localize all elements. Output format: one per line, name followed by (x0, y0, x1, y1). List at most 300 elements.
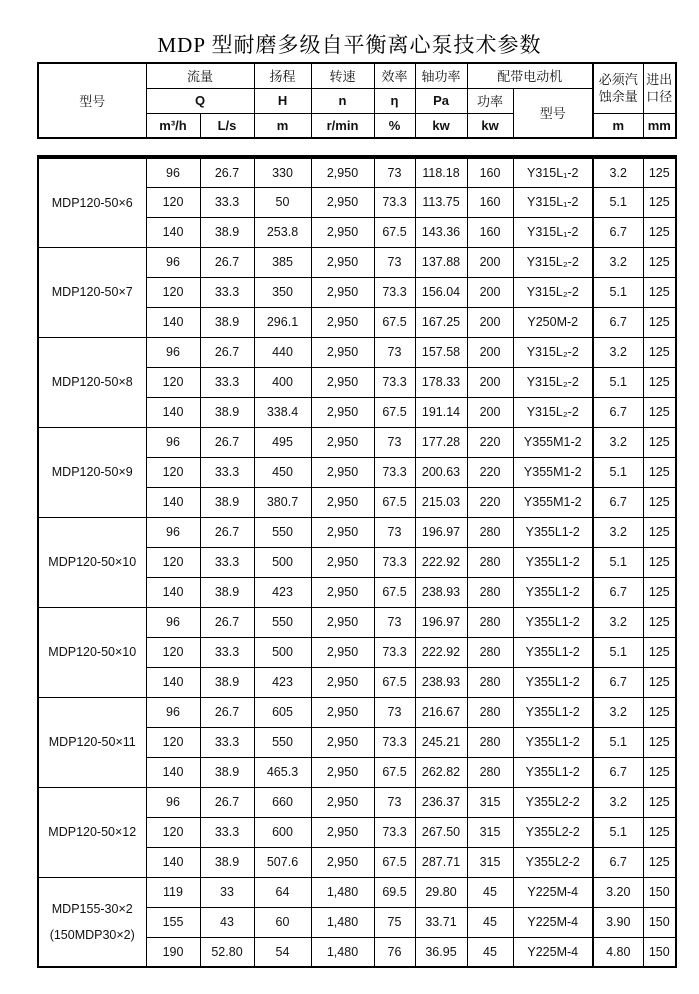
cell-shaft-power: 222.92 (415, 637, 467, 667)
cell-efficiency: 69.5 (374, 877, 415, 907)
cell-motor-model: Y355L2-2 (513, 787, 593, 817)
cell-motor-model: Y355L1-2 (513, 697, 593, 727)
cell-head-m: 64 (254, 877, 311, 907)
cell-head-m: 440 (254, 337, 311, 367)
cell-motor-model: Y355L1-2 (513, 757, 593, 787)
cell-shaft-power: 29.80 (415, 877, 467, 907)
cell-efficiency: 73.3 (374, 457, 415, 487)
cell-motor-model: Y315L₂-2 (513, 337, 593, 367)
cell-flow-m3h: 140 (146, 307, 200, 337)
pump-model-line: MDP120-50×10 (48, 645, 137, 659)
cell-motor-model: Y355L1-2 (513, 577, 593, 607)
pump-model-line: MDP120-50×6 (51, 195, 133, 210)
cell-shaft-power: 118.18 (415, 157, 467, 187)
cell-speed: 1,480 (311, 907, 374, 937)
table-row (38, 427, 676, 457)
spec-header-table (37, 62, 677, 139)
cell-port-diameter: 125 (643, 517, 676, 547)
cell-head-m: 423 (254, 577, 311, 607)
cell-speed: 2,950 (311, 847, 374, 877)
cell-efficiency: 75 (374, 907, 415, 937)
pump-model-line: MDP155-30×2 (51, 901, 133, 916)
cell-flow-m3h: 120 (146, 817, 200, 847)
cell-motor-model: Y225M-4 (513, 937, 593, 967)
cell-shaft-power: 157.58 (415, 337, 467, 367)
cell-pump-model (38, 697, 146, 787)
header-ports-line1: 进出 (646, 72, 673, 88)
header-unit-ls: L/s (200, 113, 254, 138)
cell-flow-ls: 38.9 (200, 757, 254, 787)
cell-port-diameter: 150 (643, 937, 676, 967)
cell-efficiency: 67.5 (374, 847, 415, 877)
cell-port-diameter: 125 (643, 817, 676, 847)
cell-npsh: 5.1 (593, 637, 643, 667)
cell-port-diameter: 125 (643, 757, 676, 787)
cell-head-m: 350 (254, 277, 311, 307)
cell-npsh: 6.7 (593, 847, 643, 877)
cell-speed: 1,480 (311, 877, 374, 907)
cell-flow-ls: 26.7 (200, 157, 254, 187)
cell-efficiency: 73 (374, 787, 415, 817)
cell-head-m: 60 (254, 907, 311, 937)
cell-flow-ls: 38.9 (200, 667, 254, 697)
cell-speed: 2,950 (311, 277, 374, 307)
cell-motor-model: Y355M1-2 (513, 487, 593, 517)
cell-efficiency: 73.3 (374, 727, 415, 757)
cell-npsh: 5.1 (593, 457, 643, 487)
cell-pump-model (38, 427, 146, 517)
cell-speed: 2,950 (311, 157, 374, 187)
cell-motor-power: 280 (467, 727, 513, 757)
cell-motor-power: 200 (467, 277, 513, 307)
cell-shaft-power: 238.93 (415, 667, 467, 697)
cell-head-m: 660 (254, 787, 311, 817)
cell-flow-ls: 26.7 (200, 607, 254, 637)
cell-efficiency: 73.3 (374, 277, 415, 307)
cell-port-diameter: 125 (643, 247, 676, 277)
cell-shaft-power: 267.50 (415, 817, 467, 847)
cell-shaft-power: 113.75 (415, 187, 467, 217)
cell-speed: 2,950 (311, 187, 374, 217)
cell-speed: 2,950 (311, 817, 374, 847)
cell-motor-power: 160 (467, 157, 513, 187)
cell-port-diameter: 125 (643, 367, 676, 397)
cell-motor-power: 280 (467, 697, 513, 727)
header-shaft-power-symbol: Pa (415, 88, 467, 113)
header-speed-symbol: n (311, 88, 374, 113)
cell-npsh: 3.2 (593, 517, 643, 547)
cell-motor-model: Y315L₁-2 (513, 217, 593, 247)
cell-motor-model: Y315L₂-2 (513, 277, 593, 307)
header-npsh-line2: 蚀余量 (598, 89, 638, 105)
cell-npsh: 5.1 (593, 727, 643, 757)
cell-port-diameter: 125 (643, 307, 676, 337)
table-row (38, 337, 676, 367)
cell-flow-ls: 38.9 (200, 577, 254, 607)
cell-head-m: 253.8 (254, 217, 311, 247)
cell-efficiency: 73 (374, 247, 415, 277)
cell-flow-m3h: 96 (146, 157, 200, 187)
cell-flow-ls: 33.3 (200, 727, 254, 757)
cell-port-diameter: 125 (643, 577, 676, 607)
cell-motor-model: Y355L1-2 (513, 517, 593, 547)
cell-npsh: 3.90 (593, 907, 643, 937)
cell-shaft-power: 36.95 (415, 937, 467, 967)
cell-motor-model: Y355M1-2 (513, 457, 593, 487)
cell-npsh: 3.2 (593, 157, 643, 187)
cell-motor-power: 315 (467, 787, 513, 817)
header-pump-model: 型号 (38, 63, 146, 138)
table-row (38, 877, 676, 907)
cell-efficiency: 67.5 (374, 667, 415, 697)
cell-flow-m3h: 96 (146, 247, 200, 277)
cell-efficiency: 67.5 (374, 397, 415, 427)
cell-npsh: 5.1 (593, 367, 643, 397)
cell-port-diameter: 125 (643, 667, 676, 697)
cell-flow-ls: 33 (200, 877, 254, 907)
cell-head-m: 54 (254, 937, 311, 967)
cell-head-m: 330 (254, 157, 311, 187)
header-ports-line2: 口径 (646, 89, 673, 105)
cell-npsh: 5.1 (593, 817, 643, 847)
cell-npsh: 3.2 (593, 427, 643, 457)
cell-shaft-power: 245.21 (415, 727, 467, 757)
cell-port-diameter: 125 (643, 847, 676, 877)
header-unit-npsh: m (593, 113, 643, 138)
cell-motor-power: 280 (467, 577, 513, 607)
cell-shaft-power: 167.25 (415, 307, 467, 337)
pump-model-line: MDP120-50×8 (51, 375, 133, 389)
cell-shaft-power: 287.71 (415, 847, 467, 877)
header-motor: 配带电动机 (467, 63, 593, 88)
pump-model-line: MDP120-50×11 (48, 735, 136, 749)
cell-flow-ls: 38.9 (200, 217, 254, 247)
cell-npsh: 3.2 (593, 247, 643, 277)
header-unit-speed: r/min (311, 113, 374, 138)
cell-head-m: 495 (254, 427, 311, 457)
cell-motor-power: 160 (467, 217, 513, 247)
cell-flow-ls: 38.9 (200, 307, 254, 337)
cell-flow-m3h: 140 (146, 487, 200, 517)
cell-flow-m3h: 96 (146, 607, 200, 637)
pump-model-line: MDP120-50×10 (48, 555, 137, 569)
cell-port-diameter: 125 (643, 337, 676, 367)
cell-port-diameter: 125 (643, 607, 676, 637)
cell-flow-m3h: 155 (146, 907, 200, 937)
cell-port-diameter: 150 (643, 907, 676, 937)
cell-motor-model: Y225M-4 (513, 907, 593, 937)
cell-npsh: 6.7 (593, 577, 643, 607)
cell-flow-m3h: 120 (146, 277, 200, 307)
cell-motor-power: 200 (467, 247, 513, 277)
cell-head-m: 423 (254, 667, 311, 697)
cell-shaft-power: 236.37 (415, 787, 467, 817)
header-motor-model: 型号 (513, 88, 593, 138)
cell-shaft-power: 222.92 (415, 547, 467, 577)
cell-port-diameter: 150 (643, 877, 676, 907)
table-row (38, 697, 676, 727)
cell-head-m: 296.1 (254, 307, 311, 337)
cell-npsh: 5.1 (593, 277, 643, 307)
cell-motor-power: 200 (467, 397, 513, 427)
cell-port-diameter: 125 (643, 727, 676, 757)
cell-efficiency: 67.5 (374, 307, 415, 337)
header-unit-ports: mm (643, 113, 676, 138)
cell-efficiency: 73.3 (374, 187, 415, 217)
cell-speed: 2,950 (311, 397, 374, 427)
cell-head-m: 550 (254, 517, 311, 547)
cell-speed: 2,950 (311, 637, 374, 667)
cell-port-diameter: 125 (643, 547, 676, 577)
cell-efficiency: 67.5 (374, 487, 415, 517)
cell-flow-m3h: 140 (146, 577, 200, 607)
cell-motor-power: 45 (467, 937, 513, 967)
cell-motor-power: 315 (467, 847, 513, 877)
cell-shaft-power: 137.88 (415, 247, 467, 277)
header-speed: 转速 (311, 63, 374, 88)
cell-speed: 2,950 (311, 727, 374, 757)
cell-port-diameter: 125 (643, 697, 676, 727)
cell-pump-model (38, 787, 146, 877)
cell-motor-power: 220 (467, 427, 513, 457)
cell-motor-power: 200 (467, 337, 513, 367)
cell-npsh: 5.1 (593, 187, 643, 217)
cell-head-m: 550 (254, 727, 311, 757)
cell-shaft-power: 215.03 (415, 487, 467, 517)
spec-body-table (37, 155, 677, 968)
cell-shaft-power: 200.63 (415, 457, 467, 487)
cell-port-diameter: 125 (643, 157, 676, 187)
cell-flow-ls: 33.3 (200, 457, 254, 487)
cell-port-diameter: 125 (643, 397, 676, 427)
cell-efficiency: 67.5 (374, 577, 415, 607)
cell-efficiency: 73 (374, 157, 415, 187)
cell-port-diameter: 125 (643, 187, 676, 217)
cell-flow-ls: 26.7 (200, 787, 254, 817)
cell-npsh: 3.2 (593, 787, 643, 817)
cell-motor-model: Y225M-4 (513, 877, 593, 907)
cell-npsh: 3.20 (593, 877, 643, 907)
cell-head-m: 380.7 (254, 487, 311, 517)
cell-speed: 2,950 (311, 697, 374, 727)
cell-pump-model (38, 157, 146, 247)
cell-speed: 2,950 (311, 607, 374, 637)
cell-motor-model: Y355L1-2 (513, 727, 593, 757)
header-efficiency-symbol: η (374, 88, 415, 113)
cell-motor-model: Y355M1-2 (513, 427, 593, 457)
header-head: 扬程 (254, 63, 311, 88)
cell-pump-model (38, 877, 146, 967)
cell-speed: 2,950 (311, 367, 374, 397)
header-unit-m3h: m³/h (146, 113, 200, 138)
header-motor-power: 功率 (467, 88, 513, 113)
cell-motor-power: 45 (467, 877, 513, 907)
cell-motor-model: Y315L₂-2 (513, 367, 593, 397)
cell-motor-model: Y355L1-2 (513, 547, 593, 577)
cell-motor-model: Y315L₂-2 (513, 397, 593, 427)
cell-shaft-power: 178.33 (415, 367, 467, 397)
cell-port-diameter: 125 (643, 457, 676, 487)
cell-motor-model: Y315L₁-2 (513, 157, 593, 187)
cell-flow-ls: 33.3 (200, 277, 254, 307)
header-npsh (593, 63, 643, 113)
header-flow-symbol: Q (146, 88, 254, 113)
cell-npsh: 3.2 (593, 607, 643, 637)
cell-port-diameter: 125 (643, 427, 676, 457)
cell-motor-power: 280 (467, 757, 513, 787)
cell-flow-m3h: 96 (146, 697, 200, 727)
cell-efficiency: 73 (374, 337, 415, 367)
cell-npsh: 3.2 (593, 337, 643, 367)
cell-efficiency: 73.3 (374, 817, 415, 847)
cell-flow-m3h: 120 (146, 457, 200, 487)
cell-shaft-power: 177.28 (415, 427, 467, 457)
cell-head-m: 50 (254, 187, 311, 217)
cell-pump-model (38, 607, 146, 697)
cell-speed: 2,950 (311, 517, 374, 547)
cell-pump-model (38, 247, 146, 337)
cell-efficiency: 73 (374, 517, 415, 547)
pump-model-line: (150MDP30×2) (49, 927, 135, 942)
cell-efficiency: 76 (374, 937, 415, 967)
cell-npsh: 6.7 (593, 397, 643, 427)
cell-flow-ls: 26.7 (200, 697, 254, 727)
cell-motor-power: 280 (467, 517, 513, 547)
cell-motor-power: 280 (467, 637, 513, 667)
cell-head-m: 400 (254, 367, 311, 397)
cell-flow-ls: 33.3 (200, 547, 254, 577)
cell-speed: 2,950 (311, 217, 374, 247)
cell-port-diameter: 125 (643, 217, 676, 247)
cell-flow-m3h: 140 (146, 757, 200, 787)
cell-motor-model: Y355L2-2 (513, 847, 593, 877)
cell-shaft-power: 156.04 (415, 277, 467, 307)
cell-shaft-power: 191.14 (415, 397, 467, 427)
cell-motor-model: Y355L1-2 (513, 667, 593, 697)
page-title: MDP 型耐磨多级自平衡离心泵技术参数 (157, 33, 542, 57)
cell-flow-m3h: 140 (146, 847, 200, 877)
cell-speed: 2,950 (311, 757, 374, 787)
cell-flow-m3h: 140 (146, 667, 200, 697)
cell-flow-ls: 43 (200, 907, 254, 937)
cell-head-m: 500 (254, 637, 311, 667)
cell-flow-m3h: 96 (146, 337, 200, 367)
pump-model-line: MDP120-50×12 (48, 825, 137, 839)
cell-shaft-power: 262.82 (415, 757, 467, 787)
cell-flow-ls: 38.9 (200, 847, 254, 877)
cell-head-m: 385 (254, 247, 311, 277)
cell-head-m: 450 (254, 457, 311, 487)
cell-speed: 2,950 (311, 337, 374, 367)
cell-head-m: 507.6 (254, 847, 311, 877)
cell-head-m: 465.3 (254, 757, 311, 787)
cell-flow-ls: 38.9 (200, 397, 254, 427)
header-shaft-power: 轴功率 (415, 63, 467, 88)
cell-motor-power: 200 (467, 367, 513, 397)
cell-speed: 2,950 (311, 427, 374, 457)
cell-motor-power: 315 (467, 817, 513, 847)
cell-port-diameter: 125 (643, 787, 676, 817)
cell-efficiency: 73 (374, 697, 415, 727)
cell-efficiency: 73.3 (374, 547, 415, 577)
header-row-1 (38, 63, 676, 88)
cell-efficiency: 73.3 (374, 637, 415, 667)
cell-motor-power: 220 (467, 457, 513, 487)
cell-npsh: 5.1 (593, 547, 643, 577)
cell-motor-power: 45 (467, 907, 513, 937)
cell-flow-ls: 26.7 (200, 517, 254, 547)
cell-flow-ls: 38.9 (200, 487, 254, 517)
header-efficiency: 效率 (374, 63, 415, 88)
table-row (38, 787, 676, 817)
header-unit-motor-power: kw (467, 113, 513, 138)
spec-body-rows (38, 157, 676, 967)
pump-model-line: MDP120-50×7 (51, 285, 133, 299)
cell-head-m: 605 (254, 697, 311, 727)
cell-npsh: 6.7 (593, 307, 643, 337)
cell-head-m: 600 (254, 817, 311, 847)
cell-shaft-power: 143.36 (415, 217, 467, 247)
cell-efficiency: 67.5 (374, 217, 415, 247)
cell-speed: 2,950 (311, 307, 374, 337)
cell-motor-model: Y355L1-2 (513, 607, 593, 637)
cell-motor-model: Y250M-2 (513, 307, 593, 337)
cell-flow-ls: 26.7 (200, 427, 254, 457)
cell-motor-model: Y315L₂-2 (513, 247, 593, 277)
cell-port-diameter: 125 (643, 637, 676, 667)
cell-efficiency: 73 (374, 427, 415, 457)
cell-pump-model (38, 517, 146, 607)
header-npsh-line1: 必须汽 (598, 72, 638, 88)
header-unit-head: m (254, 113, 311, 138)
cell-flow-m3h: 96 (146, 427, 200, 457)
cell-flow-m3h: 140 (146, 217, 200, 247)
table-row (38, 247, 676, 277)
cell-flow-ls: 33.3 (200, 637, 254, 667)
cell-flow-m3h: 120 (146, 727, 200, 757)
cell-speed: 2,950 (311, 487, 374, 517)
cell-speed: 2,950 (311, 787, 374, 817)
cell-shaft-power: 216.67 (415, 697, 467, 727)
cell-flow-m3h: 140 (146, 397, 200, 427)
cell-flow-m3h: 96 (146, 787, 200, 817)
cell-flow-m3h: 96 (146, 517, 200, 547)
cell-npsh: 6.7 (593, 757, 643, 787)
cell-flow-m3h: 119 (146, 877, 200, 907)
header-flow: 流量 (146, 63, 254, 88)
cell-speed: 2,950 (311, 577, 374, 607)
cell-speed: 2,950 (311, 457, 374, 487)
table-row (38, 157, 676, 187)
cell-efficiency: 67.5 (374, 757, 415, 787)
cell-motor-power: 280 (467, 547, 513, 577)
cell-head-m: 550 (254, 607, 311, 637)
cell-flow-m3h: 190 (146, 937, 200, 967)
cell-npsh: 4.80 (593, 937, 643, 967)
cell-motor-model: Y355L1-2 (513, 637, 593, 667)
pump-model-line: MDP120-50×9 (51, 465, 133, 479)
cell-efficiency: 73 (374, 607, 415, 637)
cell-speed: 1,480 (311, 937, 374, 967)
cell-flow-m3h: 120 (146, 187, 200, 217)
cell-motor-power: 160 (467, 187, 513, 217)
cell-head-m: 500 (254, 547, 311, 577)
cell-pump-model (38, 337, 146, 427)
table-row (38, 517, 676, 547)
cell-flow-ls: 33.3 (200, 817, 254, 847)
cell-flow-m3h: 120 (146, 367, 200, 397)
cell-flow-ls: 33.3 (200, 367, 254, 397)
